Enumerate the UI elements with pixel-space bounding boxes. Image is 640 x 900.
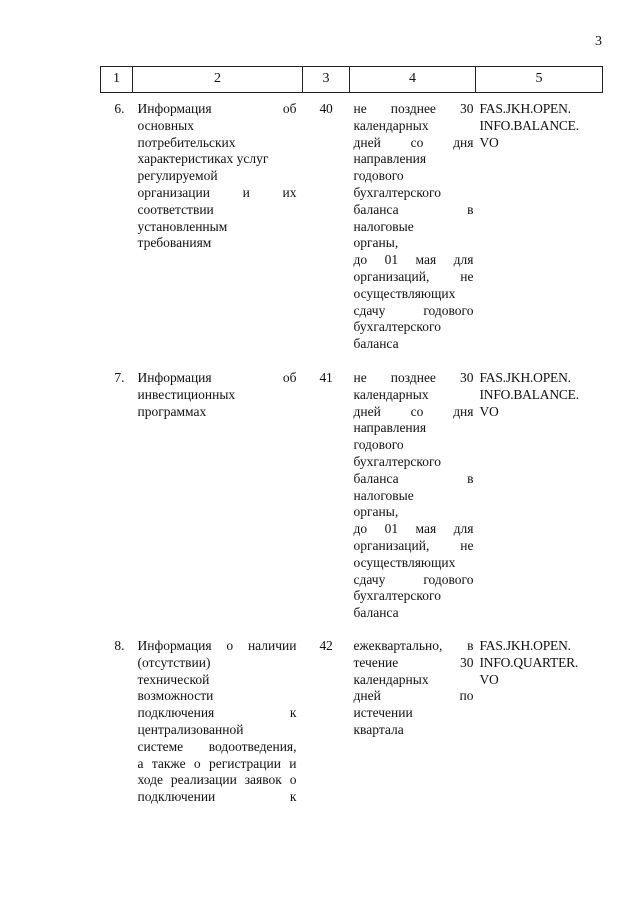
due-line: направления [353, 151, 427, 167]
info-line: потребительских [137, 134, 236, 150]
code-line: INFO.BALANCE. [479, 117, 579, 133]
template-code [476, 364, 603, 632]
due-line: календарных [353, 671, 429, 687]
header-col-1: 1 [101, 67, 133, 93]
due-line: ежеквартально, в [353, 638, 474, 653]
due-line: бухгалтерского [353, 319, 441, 335]
info-line: установленным [137, 218, 228, 234]
row-number: 6. [114, 101, 125, 116]
due-line: бухгалтерского [353, 588, 441, 604]
table-header-row [101, 67, 603, 93]
info-description [133, 364, 303, 632]
form-number: 40 [319, 101, 333, 116]
header-col-2: 2 [133, 67, 303, 93]
row-number: 7. [114, 370, 125, 385]
due-line: баланса [353, 605, 399, 621]
code-line: FAS.JKH.OPEN. [479, 101, 571, 116]
info-line: организации и их [137, 184, 297, 200]
info-line: а также о регистрации и [137, 755, 297, 771]
info-line: основных [137, 117, 194, 133]
header-col-5: 5 [476, 67, 603, 93]
due-line: дней со дня [353, 134, 474, 150]
due-date [350, 632, 476, 806]
due-line: не позднее 30 [353, 370, 474, 385]
code-line: VO [479, 671, 499, 687]
header-col-4: 4 [350, 67, 476, 93]
info-description [133, 93, 303, 365]
due-line: направления [353, 420, 427, 436]
info-line: централизованной [137, 721, 244, 737]
due-line: налоговые [353, 218, 414, 234]
due-line: годового [353, 168, 404, 184]
due-line: бухгалтерского [353, 184, 441, 200]
due-line: течение 30 [353, 654, 474, 670]
code-line: INFO.QUARTER. [479, 654, 579, 670]
code-line: VO [479, 134, 499, 150]
info-line: требованиям [137, 235, 212, 251]
due-line: организаций, не [353, 268, 474, 284]
due-line: баланса в [353, 470, 474, 486]
info-line: ходе реализации заявок о [137, 772, 297, 788]
due-date [350, 364, 476, 632]
due-line: бухгалтерского [353, 453, 441, 469]
info-line: технической [137, 671, 210, 687]
info-line: возможности [137, 688, 214, 704]
due-line: квартала [353, 721, 404, 737]
due-line: истечении [353, 705, 413, 721]
info-line: соответствии [137, 201, 214, 217]
due-line: до 01 мая для [353, 521, 474, 537]
code-line: VO [479, 403, 499, 419]
info-description [133, 632, 303, 806]
info-line: (отсутствии) [137, 654, 211, 670]
due-line: дней по [353, 688, 474, 704]
row-number: 8. [114, 638, 125, 653]
disclosure-table [100, 66, 603, 806]
table-row [101, 632, 603, 806]
info-line: подключении к [137, 789, 297, 805]
due-line: календарных [353, 386, 429, 402]
table-row [101, 93, 603, 365]
info-line: Информация об [137, 370, 297, 385]
template-code [476, 632, 603, 806]
due-line: налоговые [353, 487, 414, 503]
due-line: баланса [353, 336, 399, 352]
form-number: 42 [319, 638, 333, 653]
due-line: осуществляющих [353, 554, 456, 570]
due-line: до 01 мая для [353, 252, 474, 268]
due-date [350, 93, 476, 365]
due-line: календарных [353, 117, 429, 133]
due-line: органы, [353, 504, 399, 520]
due-line: не позднее 30 [353, 101, 474, 116]
due-line: баланса в [353, 201, 474, 217]
info-line: системе водоотведения, [137, 738, 297, 754]
form-number: 41 [319, 370, 333, 385]
due-line: организаций, не [353, 537, 474, 553]
info-line: программах [137, 403, 207, 419]
page-number: 3 [595, 34, 602, 49]
due-line: органы, [353, 235, 399, 251]
due-line: сдачу годового [353, 571, 474, 587]
info-line: инвестиционных [137, 386, 236, 402]
due-line: годового [353, 437, 404, 453]
info-line: характеристиках услуг [137, 151, 269, 167]
due-line: сдачу годового [353, 302, 474, 318]
code-line: FAS.JKH.OPEN. [479, 638, 571, 653]
code-line: FAS.JKH.OPEN. [479, 370, 571, 385]
template-code [476, 93, 603, 365]
due-line: дней со дня [353, 403, 474, 419]
code-line: INFO.BALANCE. [479, 386, 579, 402]
header-col-3: 3 [303, 67, 350, 93]
info-line: подключения к [137, 705, 297, 721]
info-line: регулируемой [137, 168, 218, 184]
info-line: Информация об [137, 101, 297, 116]
info-line: Информация о наличии [137, 638, 297, 653]
table-row [101, 364, 603, 632]
due-line: осуществляющих [353, 285, 456, 301]
